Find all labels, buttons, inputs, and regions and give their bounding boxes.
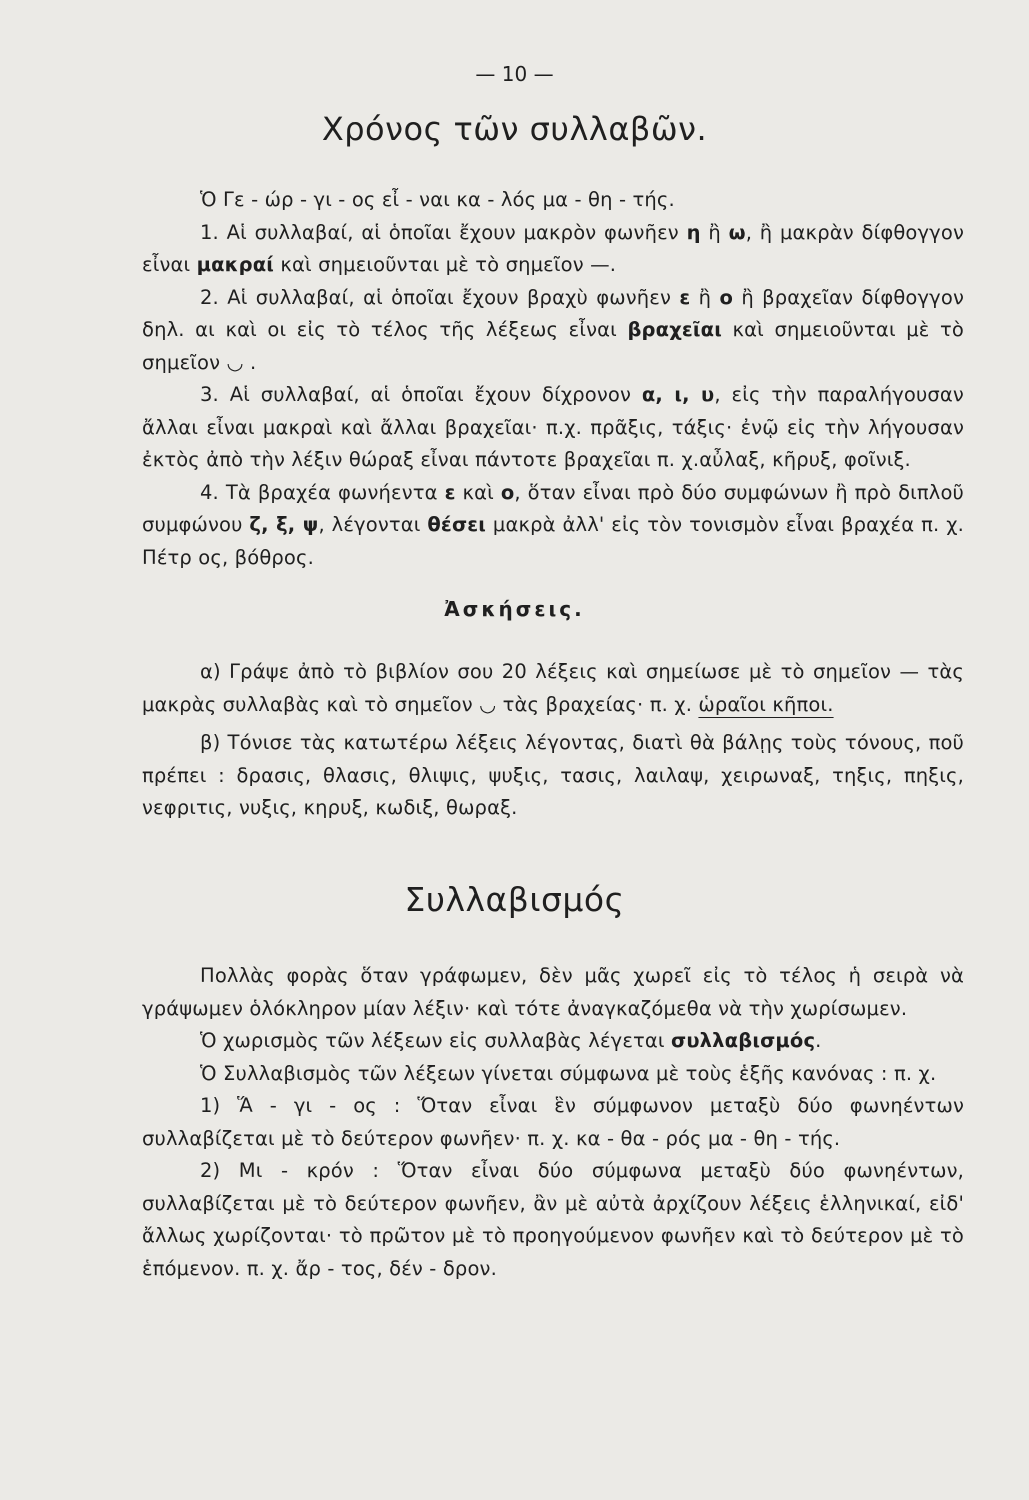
rule-2: 2. Αἱ συλλαβαί, αἱ ὁποῖαι ἔχουν βραχὺ φωνῆεν ε ἢ ο ἢ βραχεῖαν δίφθογγον δηλ. αι καὶ οι εἰς τὸ τέλος τῆς λέξεως εἶναι βραχεῖαι καὶ σημειοῦνται μὲ τὸ σημεῖον ◡ . [142, 285, 965, 374]
syllable-example: Ὁ Γε - ώρ - γι - ος εἶ - ναι κα - λός μα - θη - τής. [200, 188, 675, 211]
exercise-a-example: ὡραῖοι κῆποι. [698, 692, 834, 716]
syllabification-rule-1: 1) Ἅ - γι - ος : Ὅταν εἶναι ἓν σύμφωνον μεταξὺ δύο φωνηέντων συλλαβίζεται μὲ τὸ δεύτερον φωνῆεν· π. χ. κα - θα - ρός μα - θη - τής. [142, 1094, 964, 1150]
rule-1: 1. Αἱ συλλαβαί, αἱ ὁποῖαι ἔχουν μακρὸν φωνῆεν η ἢ ω, ἢ μακρὰν δίφθογγον εἶναι μακραί καὶ σημειοῦνται μὲ τὸ σημεῖον —. [142, 220, 964, 276]
syllabification-definition: Ὁ χωρισμὸς τῶν λέξεων εἰς συλλαβὰς λέγεται συλλαβισμός. [200, 1029, 822, 1052]
syllabification-rules-intro: Ὁ Συλλαβισμὸς τῶν λέξεων γίνεται σύμφωνα μὲ τοὺς ἑξῆς κανόνας : π. χ. [200, 1061, 937, 1085]
rule-3: 3. Αἱ συλλαβαί, αἱ ὁποῖαι ἔχουν δίχρονον α, ι, υ, εἰς τὴν παραλήγουσαν ἄλλαι εἶναι μακραὶ καὶ ἄλλαι βραχεῖαι· π.χ. πρᾶξις, τάξις· ἐνῷ εἰς τὴν λήγουσαν ἐκτὸς ἀπὸ τὴν λέξιν θώραξ εἶναι πάντοτε βραχεῖαι π. χ.αὖλαξ, κῆρυξ, φοῖνιξ. [142, 383, 964, 471]
rule-4: 4. Τὰ βραχέα φωνήεντα ε καὶ ο, ὅταν εἶναι πρὸ δύο συμφώνων ἢ πρὸ διπλοῦ συμφώνου ζ, ξ, ψ, λέγονται θέσει μακρὰ ἀλλ' εἰς τὸν τονισμὸν εἶναι βραχέα π. χ. Πέτρ ος, βόθρος. [142, 480, 964, 569]
section1-body [142, 184, 964, 574]
section-title-syllabification: Συλλαβισμός [404, 880, 625, 919]
section2-body [142, 960, 964, 1285]
syllabification-rule-2: 2) Μι - κρόν : Ὅταν εἶναι δύο σύμφωνα μεταξὺ δύο φωνηέντων, συλλαβίζεται μὲ τὸ δεύτερον φωνῆεν, ἂν μὲ αὐτὰ ἀρχίζουν λέξεις ἑλληνικαί, εἰδ' ἄλλως χωρίζονται· τὸ πρῶτον μὲ τὸ προηγούμενον φωνῆεν καὶ τὸ δεύτερον μὲ τὸ ἑπόμενον. π. χ. ἄρ - τος, δέν - δρον. [142, 1159, 964, 1280]
section-title-syllable-length: Χρόνος τῶν συλλαβῶν. [321, 110, 708, 148]
exercise-b: β) Τόνισε τὰς κατωτέρω λέξεις λέγοντας, διατὶ θὰ βάλῃς τοὺς τόνους, ποῦ πρέπει : δρασις, θλασις, θλιψις, ψυξις, τασις, λαιλαψ, χειρωναξ, τηξις, πηξις, νεφριτις, νυξις, κηρυξ, κωδιξ, θωραξ. [142, 731, 964, 819]
exercises-title: Ἀσκήσεις. [444, 597, 585, 621]
exercise-a: α) Γράψε ἀπὸ τὸ βιβλίον σου 20 λέξεις καὶ σημείωσε μὲ τὸ σημεῖον — τὰς μακρὰς συλλαβὰς καὶ τὸ σημεῖον ◡ τὰς βραχείας· π. χ. ὡραῖοι κῆποι. [142, 660, 964, 716]
exercises-body [142, 656, 964, 825]
page-number: — 10 — [475, 62, 554, 86]
syllabification-intro: Πολλὰς φορὰς ὅταν γράφωμεν, δὲν μᾶς χωρεῖ εἰς τὸ τέλος ἡ σειρὰ νὰ γράψωμεν ὁλόκληρον μίαν λέξιν· καὶ τότε ἀναγκαζόμεθα νὰ τὴν χωρίσωμεν. [142, 964, 964, 1020]
